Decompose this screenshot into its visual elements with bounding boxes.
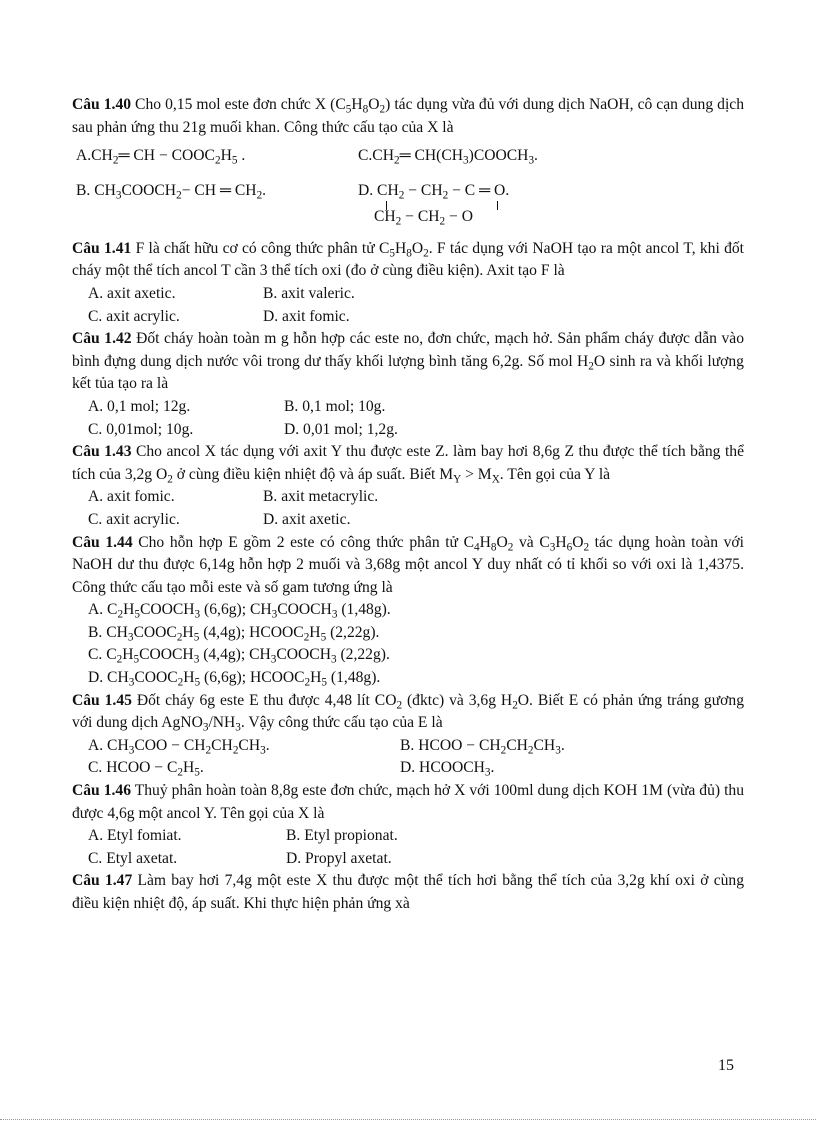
question-label: Câu 1.41 [72, 239, 132, 257]
question-stem: Cho ancol X tác dụng với axit Y thu được este Z. làm bay hơi 8,6g Z thu được thể tích bằng thể tích của 3,2g $O_2$ ở cùng điều kiện nhiệt độ và áp suất. Biết $M_Y > M_X$. Tên gọi của Y là [72, 443, 744, 486]
option-c: $C.CH_2═$ $CH(CH_3)COOCH_3$. [358, 147, 538, 167]
option-c: C. 0,01mol; 10g. [88, 420, 194, 438]
page-number: 15 [718, 1057, 734, 1074]
option-d: D. axit axetic. [263, 510, 351, 528]
options-1-45 [88, 735, 744, 780]
option-c: C. $C_2H_5COOCH_3$ (4,4g); $CH_3COOCH_3$ (2,22g). [88, 646, 390, 666]
question-1-46 [72, 780, 744, 825]
options-1-43 [88, 486, 744, 531]
option-c: C. axit acrylic. [88, 307, 180, 325]
option-a: A. axit fomic. [88, 488, 175, 506]
structure-options [76, 145, 744, 232]
option-a: $A.CH_2═$ CH − $COOC_2H_5$ . [76, 147, 246, 167]
option-d: D. $HCOOCH_3$. [400, 759, 495, 779]
option-b: B. 0,1 mol; 10g. [284, 397, 386, 415]
option-b: B. axit valeric. [263, 284, 355, 302]
option-a: A. $C_2H_5COOCH_3$ (6,6g); $CH_3COOCH_3$ (1,48g). [88, 601, 391, 621]
option-d: D. $CH_3COOC_2H_5$ (6,6g); $HCOOC_2H_5$ (1,48g). [88, 669, 381, 689]
option-a: A. 0,1 mol; 12g. [88, 397, 191, 415]
option-d: D. Propyl axetat. [286, 849, 392, 867]
question-stem: F là chất hữu cơ có công thức phân tử $C_5H_8O_2$. F tác dụng với NaOH tạo ra một ancol T, khi đốt cháy một thể tích ancol T cần 3 thể tích oxi (đo ở cùng điều kiện). Axit tạo F là [72, 239, 745, 280]
option-b: B. Etyl propionat. [286, 827, 398, 845]
question-1-41 [72, 238, 744, 283]
option-d: D. 0,01 mol; 1,2g. [284, 420, 398, 438]
question-1-42 [72, 328, 744, 396]
question-stem: Đốt cháy hoàn toàn m g hỗn hợp các este no, đơn chức, mạch hở. Sản phẩm cháy được dẫn vào bình đựng dung dịch nước vôi trong dư thấy khối lượng bình tăng 6,2g. Số mol $H_2O$ sinh ra và khối lượng kết tủa tạo ra là [72, 330, 744, 393]
question-label: Câu 1.44 [72, 533, 133, 551]
option-b: B. $CH_3COOC_2H_5$ (4,4g); $HCOOC_2H_5$ (2,22g). [88, 623, 380, 644]
question-label: Câu 1.45 [72, 691, 132, 709]
question-stem: Cho hỗn hợp E gồm 2 este có công thức phân tử $C_4H_8O_2$ và $C_3H_6O_2$ tác dụng hoàn toàn với NaOH dư thu được 6,14g hỗn hợp 2 muối và 3,68g một ancol Y duy nhất có tỉ khối so với oxi là 1,4375. Công thức cấu tạo mỗi este và số gam tương ứng là [72, 533, 744, 596]
options-1-46 [88, 825, 744, 870]
question-label: Câu 1.40 [72, 96, 132, 113]
question-1-40 [72, 94, 744, 139]
question-1-45 [72, 690, 744, 735]
question-1-47 [72, 870, 744, 915]
question-stem: Thuỷ phân hoàn toàn 8,8g este đơn chức, mạch hở X với 100ml dung dịch KOH 1M (vừa đủ) thu được 4,6g một ancol Y. Tên gọi của X là [72, 782, 745, 822]
question-label: Câu 1.46 [72, 782, 132, 800]
option-d-bottom-line: $CH_2 - CH_2 - O$ [374, 207, 474, 228]
options-1-44 [88, 599, 744, 689]
option-b: B. $CH_3COOCH_2-$ CH ═ $CH_2$. [76, 181, 267, 202]
option-a: A. axit axetic. [88, 284, 176, 302]
page-bottom-rule [0, 1119, 816, 1121]
option-c: C. HCOO − $C_2H_5$. [88, 759, 204, 779]
question-label: Câu 1.42 [72, 330, 132, 348]
question-label: Câu 1.47 [72, 872, 133, 890]
options-1-41 [88, 283, 744, 328]
option-a: A. $CH_3COO - CH_2CH_2CH_3$. [88, 736, 270, 757]
question-stem: Cho 0,15 mol este đơn chức X $(C_5H_8O_2)$ tác dụng vừa đủ với dung dịch NaOH, cô cạn dung dịch sau phản ứng thu 21g muối khan. Công thức cấu tạo của X là [72, 96, 745, 136]
page-content [72, 94, 744, 916]
option-d-top-line: D. $CH_2 - CH_2 - C$ ═ O. [358, 181, 510, 202]
option-b: B. axit metacrylic. [263, 488, 379, 506]
option-d: D. axit fomic. [263, 307, 350, 325]
bond-line [497, 201, 498, 210]
question-stem: Đốt cháy 6g este E thu được 4,48 lít $CO_2$ (đktc) và 3,6g $H_2O$. Biết E có phản ứng tráng gương với dung dịch $AgNO_3/NH_3$. Vậy công thức cấu tạo của E là [72, 691, 744, 734]
option-a: A. Etyl fomiat. [88, 827, 182, 845]
option-b: B. HCOO − $CH_2CH_2CH_3$. [400, 736, 565, 757]
option-c: C. Etyl axetat. [88, 849, 178, 867]
option-c: C. axit acrylic. [88, 510, 180, 528]
question-1-44 [72, 532, 744, 600]
question-1-43 [72, 441, 744, 486]
question-label: Câu 1.43 [72, 443, 132, 461]
question-stem: Làm bay hơi 7,4g một este X thu được một thể tích hơi bằng thể tích của 3,2g khí oxi ở cùng điều kiện nhiệt độ, áp suất. Khi thực hiện phản ứng xà [72, 872, 745, 912]
option-d-cyclic-structure [358, 180, 738, 232]
options-1-42 [88, 396, 744, 441]
